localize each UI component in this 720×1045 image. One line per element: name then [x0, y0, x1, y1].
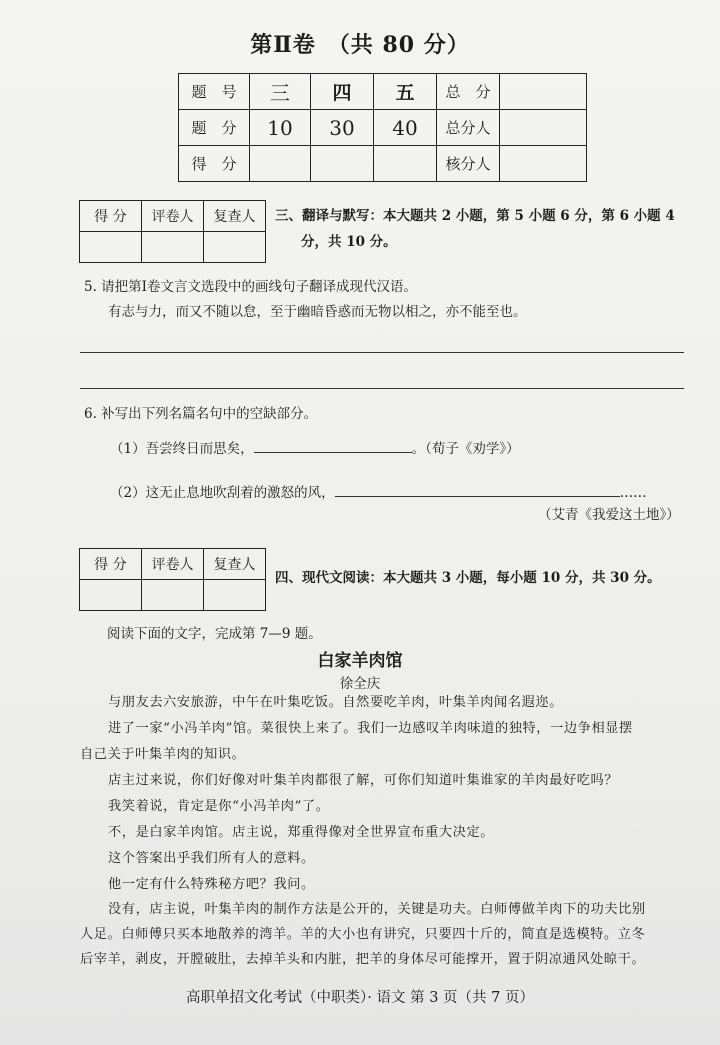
table-cell[interactable]: [374, 146, 437, 182]
table-cell: 总分人: [437, 110, 500, 146]
q6-item1: [110, 437, 520, 457]
table-cell[interactable]: [204, 580, 266, 611]
q6-item1-blank[interactable]: [254, 452, 412, 453]
table-row: [179, 74, 587, 110]
page-title: 第Ⅱ卷 （共 80 分）: [250, 32, 470, 58]
table-cell[interactable]: [500, 74, 587, 110]
table-cell: 10: [250, 110, 311, 146]
q6-item1-end: 。（荀子《劝学》）: [411, 441, 520, 457]
q5-sentence: 有志与力，而又不随以怠，至于幽暗昏惑而无物以相之，亦不能至也。: [108, 304, 527, 320]
table-cell: 40: [374, 110, 437, 146]
article-author: 徐全庆: [339, 676, 381, 692]
table-cell: 核分人: [437, 146, 500, 182]
table-cell[interactable]: [250, 146, 311, 182]
table-cell: 三: [250, 74, 311, 110]
table-row: [80, 201, 266, 232]
table-cell: 评卷人: [142, 201, 204, 232]
q6-item2-end: ……: [619, 485, 647, 501]
answer-line[interactable]: [80, 388, 684, 389]
section3-heading-line1: 三、翻译与默写：本大题共 2 小题，第 5 小题 6 分，第 6 小题 4: [275, 208, 675, 224]
article-paragraph: 进了一家“小冯羊肉”馆。菜很快上来了。我们一边感叹羊肉味道的独特，一边争相显摆: [108, 721, 633, 736]
table-cell[interactable]: [311, 146, 374, 182]
q6-item2-blank[interactable]: [335, 496, 620, 497]
q6-item2: [110, 481, 647, 501]
answer-line[interactable]: [80, 352, 684, 353]
article-paragraph: 与朋友去六安旅游，中午在叶集吃饭。自然要吃羊肉，叶集羊肉闻名遐迩。: [108, 695, 563, 710]
table-cell: 总 分: [437, 74, 500, 110]
grader-table-section4: [79, 548, 266, 611]
table-cell[interactable]: [142, 232, 204, 263]
section4-heading: 四、现代文阅读：本大题共 3 小题，每小题 10 分，共 30 分。: [275, 570, 661, 586]
table-cell: 得 分: [80, 201, 142, 232]
table-row: [80, 580, 266, 611]
score-summary-table: [178, 73, 587, 182]
article-paragraph: 这个答案出乎我们所有人的意料。: [108, 851, 315, 866]
table-cell[interactable]: [500, 146, 587, 182]
table-row: [80, 232, 266, 263]
q6-item2-source: （艾青《我爱这土地》）: [538, 507, 680, 523]
page-footer: 高职单招文化考试（中职类）· 语文 第 3 页（共 7 页）: [186, 990, 534, 1006]
table-cell: 复查人: [204, 549, 266, 580]
table-cell: 题 分: [179, 110, 250, 146]
table-cell: 五: [374, 74, 437, 110]
q5-prompt: 5. 请把第Ⅰ卷文言文选段中的画线句子翻译成现代汉语。: [84, 279, 418, 295]
table-cell: 题 号: [179, 74, 250, 110]
section4-instruction: 阅读下面的文字，完成第 7—9 题。: [107, 626, 322, 642]
grader-table-section3: [79, 200, 266, 263]
table-cell[interactable]: [142, 580, 204, 611]
table-cell[interactable]: [204, 232, 266, 263]
article-title: 白家羊肉馆: [317, 651, 403, 671]
table-cell: 得 分: [179, 146, 250, 182]
table-cell[interactable]: [80, 580, 142, 611]
article-paragraph: 自己关于叶集羊肉的知识。: [80, 747, 246, 762]
table-cell: 复查人: [204, 201, 266, 232]
table-cell: 得 分: [80, 549, 142, 580]
table-row: [179, 110, 587, 146]
table-row: [80, 549, 266, 580]
article-paragraph: 店主过来说，你们好像对叶集羊肉都很了解，可你们知道叶集谁家的羊肉最好吃吗？: [108, 773, 619, 788]
article-paragraph: 后宰羊，剥皮，开膛破肚，去掉羊头和内脏，把羊的身体尽可能撑开，置于阴凉通风处晾干。: [80, 952, 646, 967]
article-paragraph: 他一定有什么特殊秘方吧？我问。: [108, 877, 315, 892]
table-cell[interactable]: [500, 110, 587, 146]
q6-item2-start: （2）这无止息地吹刮着的激怒的风，: [110, 485, 335, 501]
table-row: [179, 146, 587, 182]
article-paragraph: 没有，店主说，叶集羊肉的制作方法是公开的，关键是功夫。白师傅做羊肉下的功夫比别: [108, 902, 646, 917]
table-cell[interactable]: [80, 232, 142, 263]
q6-prompt: 6. 补写出下列名篇名句中的空缺部分。: [84, 406, 318, 422]
article-paragraph: 我笑着说，肯定是你“小冯羊肉”了。: [108, 799, 330, 814]
article-paragraph: 不，是白家羊肉馆。店主说，郑重得像对全世界宣布重大决定。: [108, 825, 495, 840]
table-cell: 四: [311, 74, 374, 110]
article-paragraph: 人足。白师傅只买本地散养的湾羊。羊的大小也有讲究，只要四十斤的，简直是选模特。立冬: [80, 927, 646, 942]
table-cell: 30: [311, 110, 374, 146]
q6-item1-start: （1）吾尝终日而思矣，: [110, 441, 254, 457]
section3-heading-line2: 分，共 10 分。: [301, 234, 397, 250]
table-cell: 评卷人: [142, 549, 204, 580]
